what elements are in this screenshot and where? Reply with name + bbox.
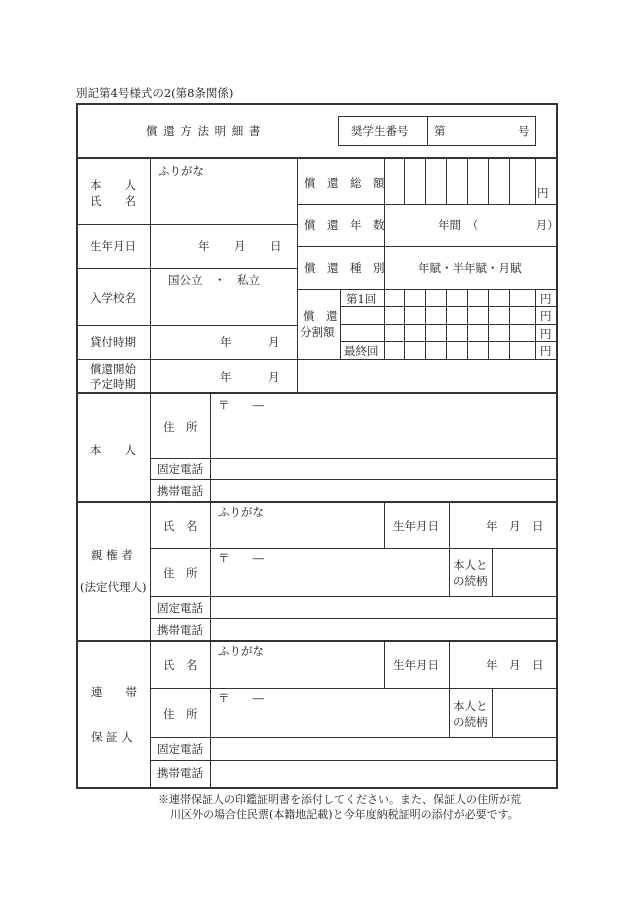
- installment-label-1: 償 還: [303, 309, 338, 323]
- repay-start-year-unit: 年: [220, 370, 232, 384]
- form-header: 別記第4号様式の2(第8条関係): [76, 86, 234, 100]
- installment-first: 第1回: [346, 292, 377, 306]
- guardian-name-field[interactable]: [212, 519, 382, 547]
- total-label: 償 還 総 額: [304, 176, 385, 190]
- guarantor-landline-field[interactable]: [212, 739, 556, 759]
- type-value[interactable]: 年賦・半年賦・月賦: [418, 261, 522, 275]
- self-mobile-field[interactable]: [212, 481, 556, 500]
- loan-year-unit: 年: [220, 335, 232, 349]
- person-name-label-1: 本 人: [90, 178, 136, 192]
- guarantor-relation-field[interactable]: [494, 691, 556, 736]
- repay-start-month-unit: 月: [268, 370, 280, 384]
- installment-yen-4: 円: [540, 344, 552, 358]
- guardian-name-label: 氏 名: [163, 519, 198, 533]
- school-label: 入学校名: [90, 291, 136, 305]
- installment-last: 最終回: [344, 344, 379, 358]
- loan-month-unit: 月: [268, 335, 280, 349]
- type-label: 償 還 種 別: [304, 261, 385, 275]
- self-postal-mark: 〒 ―: [218, 398, 264, 412]
- footnote-line-1: ※連帯保証人の印鑑証明書を添付してください。また、保証人の住所が荒: [158, 793, 521, 806]
- birth-label: 生年月日: [90, 239, 136, 253]
- furigana-label: ふりがな: [158, 164, 204, 178]
- guardian-birth-value[interactable]: 年 月 日: [486, 519, 544, 533]
- self-landline-field[interactable]: [212, 460, 556, 478]
- guardian-mobile-field[interactable]: [212, 620, 556, 639]
- footnote-line-2: 川区外の場合住民票(本籍地記載)と今年度納税証明の添付が必要です。: [170, 808, 519, 821]
- guardian-relation-field[interactable]: [494, 551, 556, 595]
- scholar-number-suffix: 号: [518, 124, 530, 138]
- repay-start-label-1: 償還開始: [90, 362, 136, 376]
- guardian-mobile-label: 携帯電話: [157, 623, 203, 637]
- section-guarantor-2: 保 証 人: [91, 730, 133, 744]
- total-yen-unit: 円: [537, 186, 549, 200]
- guarantor-address-field[interactable]: [212, 705, 448, 736]
- installment-yen-2: 円: [540, 309, 552, 323]
- guarantor-mobile-field[interactable]: [212, 762, 556, 786]
- guarantor-furigana: ふりがな: [218, 644, 264, 658]
- guarantor-relation-label-1: 本人と: [453, 699, 488, 713]
- total-amount-field[interactable]: [386, 161, 534, 202]
- guardian-birth-label: 生年月日: [393, 519, 439, 533]
- scholar-number-field[interactable]: [450, 118, 516, 144]
- installment-yen-1: 円: [540, 292, 552, 306]
- installment-label-2: 分割額: [300, 325, 335, 339]
- guardian-postal-mark: 〒 ―: [218, 551, 264, 565]
- guarantor-postal-mark: 〒 ―: [218, 691, 264, 705]
- guardian-landline-label: 固定電話: [157, 601, 203, 615]
- guardian-landline-field[interactable]: [212, 598, 556, 617]
- guarantor-mobile-label: 携帯電話: [157, 766, 203, 780]
- scholar-number-prefix: 第: [434, 124, 446, 138]
- self-landline-label: 固定電話: [157, 462, 203, 476]
- self-address-label: 住 所: [163, 420, 198, 434]
- birth-month-unit: 月: [234, 239, 246, 253]
- birth-year-unit: 年: [198, 239, 210, 253]
- years-value[interactable]: 年間 （ 月）: [438, 218, 559, 232]
- repay-start-label-2: 予定時期: [90, 377, 136, 391]
- installment-yen-3: 円: [540, 327, 552, 341]
- school-options[interactable]: 国公立 ・ 私立: [168, 273, 260, 287]
- birth-day-unit: 日: [270, 239, 282, 253]
- guardian-relation-label-2: の続柄: [453, 574, 488, 588]
- form-title: 償 還 方 法 明 細 書: [146, 124, 262, 138]
- section-self: 本 人: [90, 443, 136, 457]
- guarantor-name-field[interactable]: [212, 658, 382, 687]
- self-address-field[interactable]: [212, 412, 556, 456]
- guarantor-relation-label-2: の続柄: [453, 715, 488, 729]
- guardian-address-label: 住 所: [163, 566, 198, 580]
- guarantor-birth-value[interactable]: 年 月 日: [486, 658, 544, 672]
- person-name-label-2: 氏 名: [90, 194, 136, 208]
- guarantor-address-label: 住 所: [163, 707, 198, 721]
- guardian-furigana: ふりがな: [218, 505, 264, 519]
- school-name-field[interactable]: [152, 290, 296, 324]
- section-guarantor-1: 連 帯: [91, 685, 137, 699]
- self-mobile-label: 携帯電話: [157, 484, 203, 498]
- section-guardian-2: (法定代理人): [80, 580, 147, 594]
- person-name-field[interactable]: [152, 180, 296, 222]
- section-guardian-1: 親 権 者: [91, 548, 133, 562]
- guardian-relation-label-1: 本人と: [453, 558, 488, 572]
- scholar-number-label: 奨学生番号: [351, 124, 409, 138]
- guardian-address-field[interactable]: [212, 565, 448, 595]
- guarantor-birth-label: 生年月日: [393, 658, 439, 672]
- loan-period-label: 貸付時期: [90, 335, 136, 349]
- guarantor-name-label: 氏 名: [163, 658, 198, 672]
- years-label: 償 還 年 数: [304, 218, 385, 232]
- guarantor-landline-label: 固定電話: [157, 742, 203, 756]
